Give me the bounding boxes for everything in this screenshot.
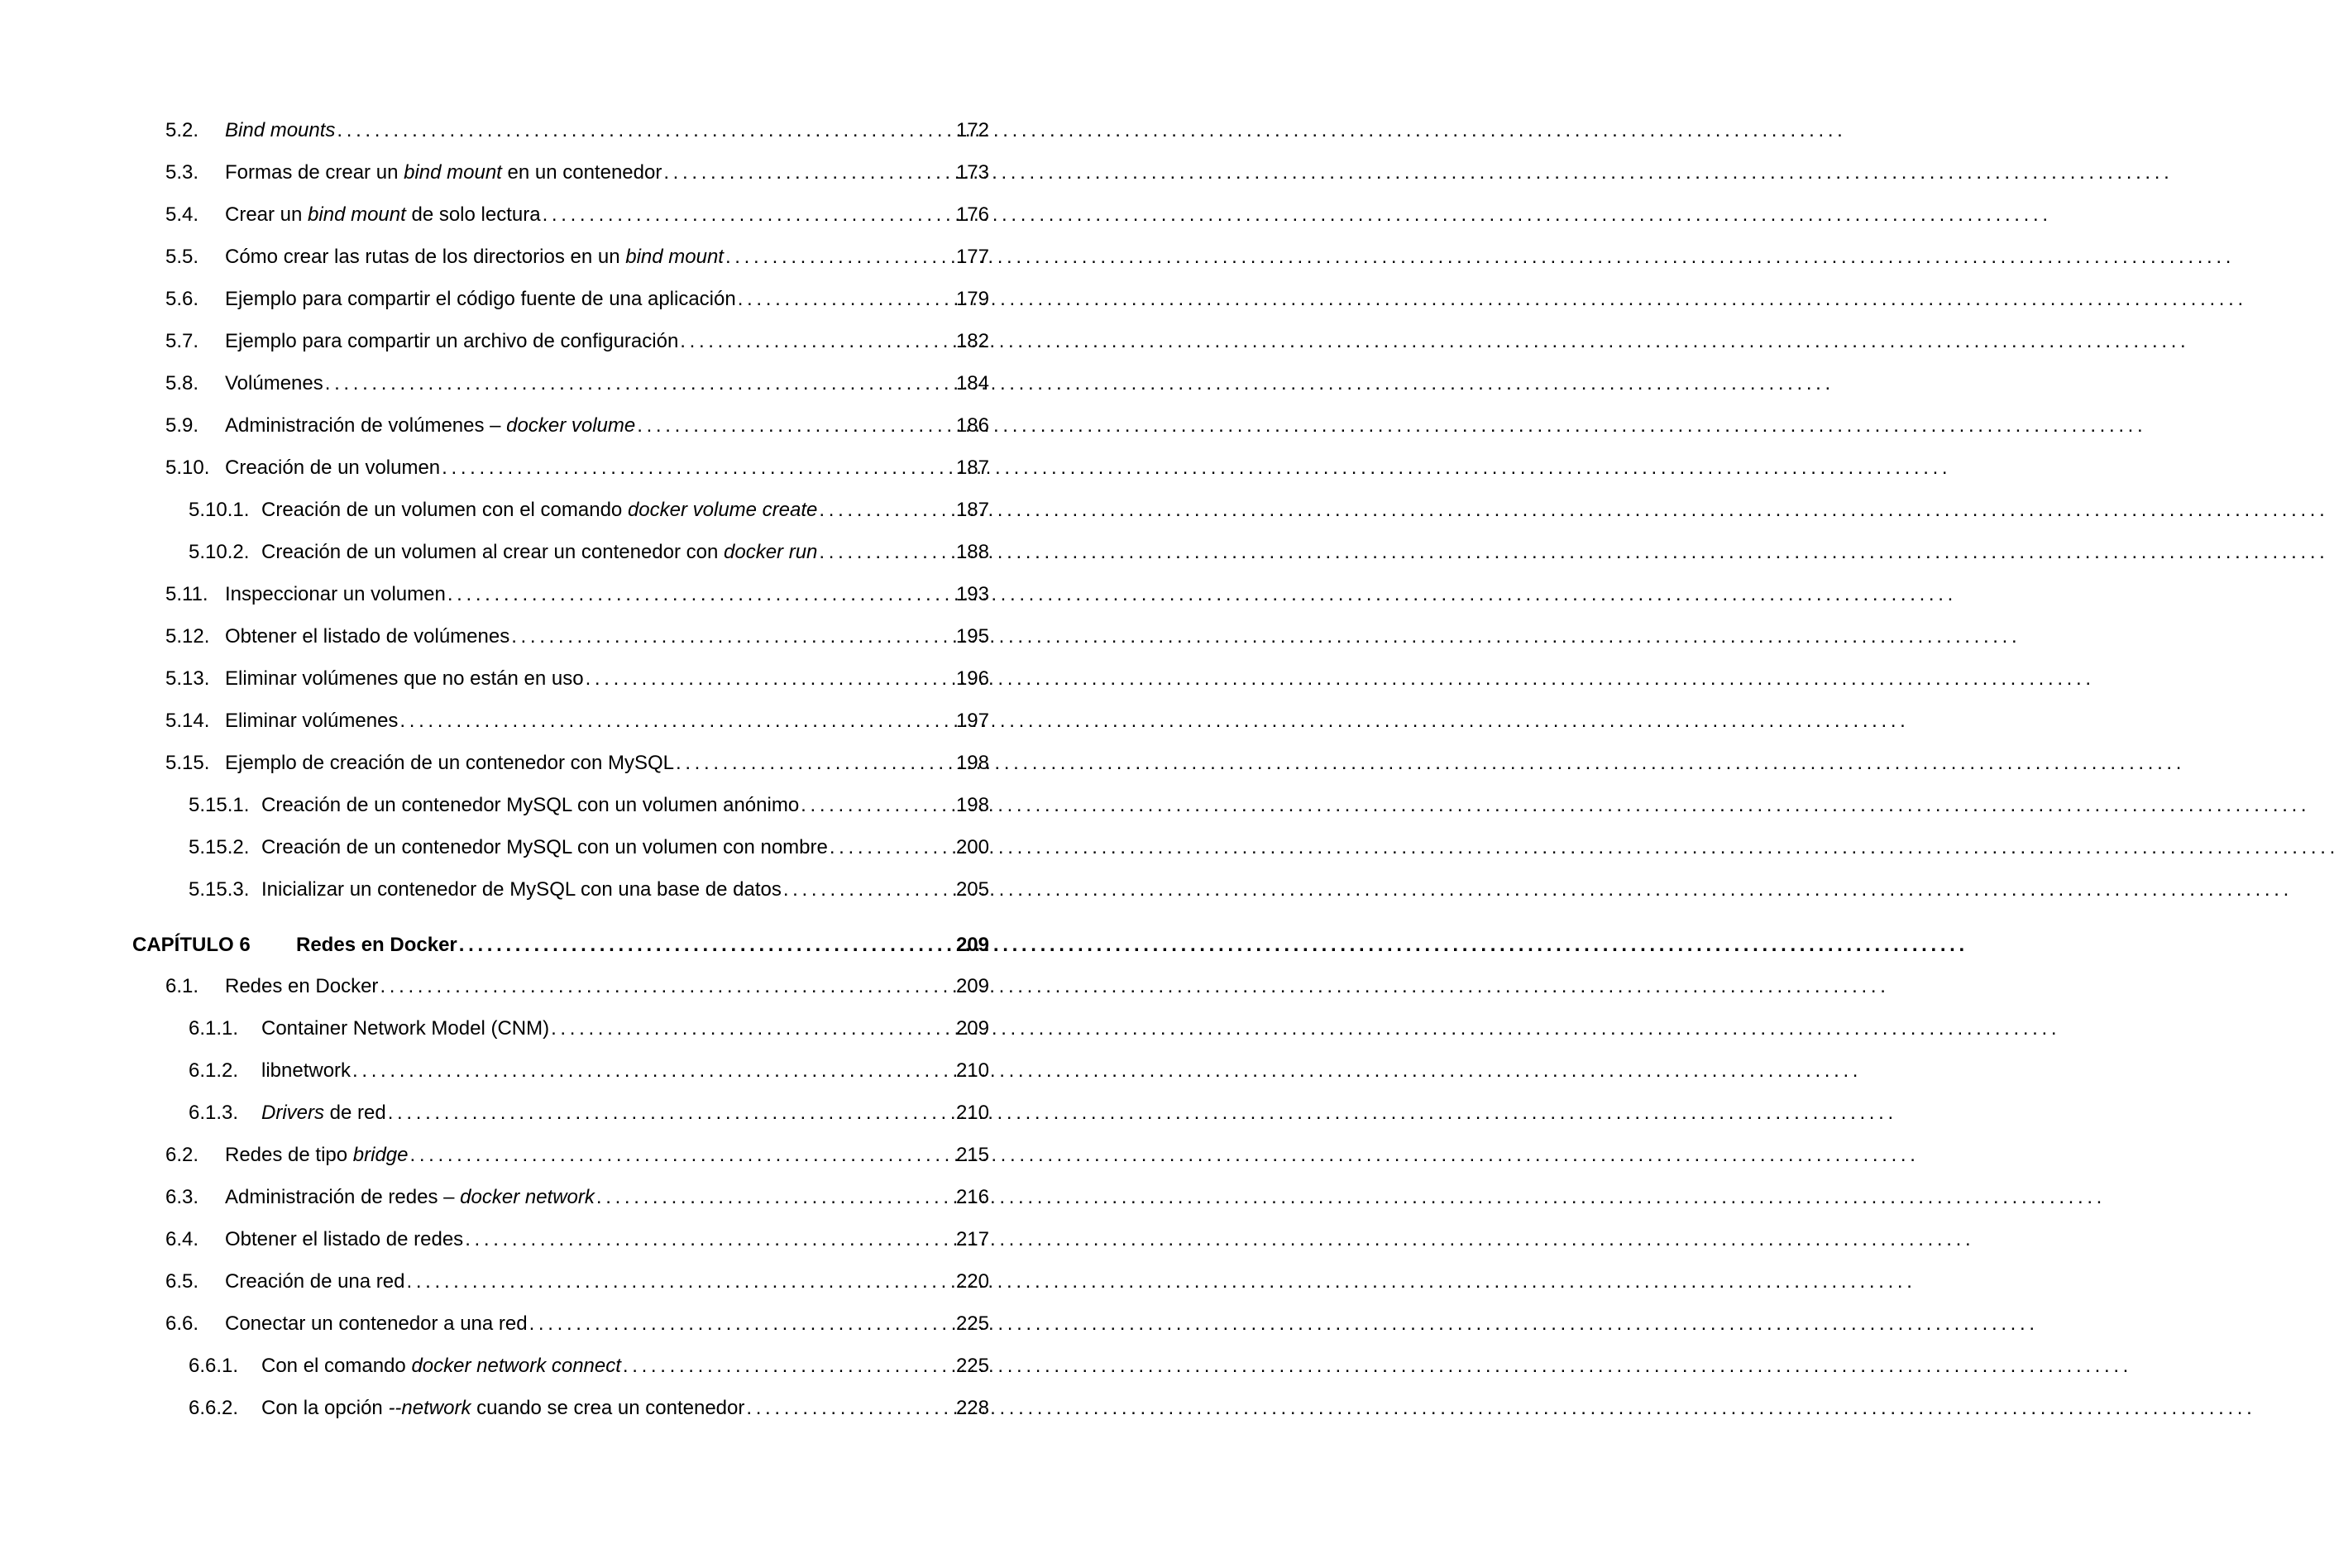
toc-entry-page-number: 220 [955,1270,989,1293]
toc-title-segment: docker volume create [627,499,818,521]
toc-entry [132,1054,989,1088]
toc-page [0,0,1110,1568]
toc-entry [132,1139,989,1172]
toc-entry-number: 6.1.3. [189,1102,239,1124]
toc-entry [132,1012,989,1045]
toc-entry-page-number: 172 [955,119,989,141]
toc-entry-number: 5.6. [165,288,199,310]
toc-entry-number: 6.5. [165,1270,199,1293]
toc-title-segment: Administración de redes – [225,1186,461,1208]
toc-entry-title [225,1307,528,1341]
dot-leader [676,747,954,780]
toc-title-segment: Eliminar volúmenes [225,710,399,732]
toc-entry-page-number: 200 [955,836,989,858]
toc-entry-number: 5.4. [165,203,199,226]
toc-entry-page-number: 210 [955,1102,989,1124]
toc-entry [132,241,989,274]
dot-leader [442,452,954,485]
toc-entry-page-number: 216 [955,1186,989,1208]
toc-entry-page-number: 198 [955,752,989,774]
toc-title-segment: Eliminar volúmenes que no están en uso [225,667,584,690]
toc-entry [132,873,989,906]
toc-title-segment: Obtener el listado de redes [225,1228,464,1250]
toc-entry-title [225,241,724,274]
toc-entry-number: 6.3. [165,1186,199,1208]
toc-entry [132,1350,989,1383]
toc-entry-number: 5.10.1. [189,499,250,521]
toc-entry-page-number: 187 [955,457,989,479]
toc-title-segment: cuando se crea un contenedor [471,1397,745,1419]
toc-entry-title [261,1350,621,1383]
toc-entry-page-number: 188 [955,541,989,563]
toc-entry [132,970,989,1003]
toc-title-segment: Redes de tipo [225,1144,353,1166]
toc-entry-title [225,1181,595,1214]
toc-entry-page-number: 198 [955,794,989,816]
toc-entry-title [225,578,446,611]
toc-entry-page-number: 177 [955,246,989,268]
toc-entry-number: 5.10.2. [189,541,250,563]
toc-title-segment: Obtener el listado de volúmenes [225,625,510,648]
dot-leader [783,873,954,906]
dot-leader [543,198,954,232]
toc-entry-page-number: 186 [955,414,989,437]
toc-title-segment: libnetwork [261,1059,352,1082]
dot-leader [746,1392,954,1425]
toc-entry-title [261,789,799,822]
dot-leader [511,620,954,653]
toc-entry-title [225,747,674,780]
toc-entry-page-number: 176 [955,203,989,226]
dot-leader [680,325,954,358]
toc-entry [132,1307,989,1341]
toc-entry-page-number: 193 [955,583,989,605]
dot-leader [337,114,954,147]
toc-title-segment: Ejemplo de creación de un contenedor con MySQL [225,752,674,774]
toc-entry-title [225,1139,409,1172]
toc-entry-number: 5.8. [165,372,199,394]
toc-entry [132,578,989,611]
toc-entry-page-number: 205 [955,878,989,901]
toc-title-segment: en un contenedor [501,161,662,184]
toc-entry-page-number: 173 [955,161,989,184]
toc-entry-title [296,929,457,962]
dot-leader [623,1350,954,1383]
toc-entry-number: 5.15.3. [189,878,250,901]
dot-leader [801,789,954,822]
toc-entry-title [261,1054,351,1088]
dot-leader [663,156,954,189]
toc-title-segment: Drivers [261,1102,324,1124]
toc-entry [132,705,989,738]
dot-leader [352,1054,954,1088]
toc-entry-title [225,156,662,189]
toc-entry-page-number: 195 [955,625,989,648]
toc-entry-page-number: 215 [955,1144,989,1166]
toc-entry-title [225,452,440,485]
dot-leader [586,662,954,696]
toc-entry [132,409,989,442]
toc-entry-number: 5.11. [165,583,208,605]
toc-entry-page-number: 209 [955,934,989,956]
toc-entry [132,156,989,189]
dot-leader [819,536,954,569]
toc-entry-number: 6.2. [165,1144,199,1166]
toc-entry-page-number: 225 [955,1312,989,1335]
toc-title-segment: bridge [352,1144,409,1166]
dot-leader [447,578,954,611]
dot-leader [459,929,954,962]
toc-title-segment: docker volume [506,414,636,437]
toc-title-segment: Ejemplo para compartir el código fuente de una aplicación [225,288,736,310]
dot-leader [465,1223,954,1256]
toc-title-segment: docker network connect [411,1355,621,1377]
toc-title-segment: docker network [460,1186,595,1208]
toc-title-segment: Inicializar un contenedor de MySQL con una base de datos [261,878,782,901]
toc-entry-number: 5.10. [165,457,210,479]
toc-entry [132,620,989,653]
dot-leader [529,1307,954,1341]
toc-entry [132,789,989,822]
toc-title-segment: Volúmenes [225,372,323,394]
toc-entry-page-number: 225 [955,1355,989,1377]
toc-entry-title [225,662,584,696]
toc-entry-title [261,873,782,906]
toc-entry-title [225,325,678,358]
toc-entry-page-number: 187 [955,499,989,521]
toc-title-segment: Redes en Docker [296,934,457,956]
toc-title-segment: Creación de un contenedor MySQL con un volumen con nombre [261,836,828,858]
toc-entry-page-number: 184 [955,372,989,394]
dot-leader [637,409,954,442]
dot-leader [325,367,954,400]
toc-entry-title [225,1223,463,1256]
toc-entry-page-number: 209 [955,975,989,997]
toc-entry-title [225,1265,404,1298]
toc-entry [132,1392,989,1425]
toc-entry-number: 5.5. [165,246,199,268]
toc-title-segment: bind mount [625,246,724,268]
toc-entry-number: 5.7. [165,330,199,352]
toc-entry-number: 5.9. [165,414,199,437]
dot-leader [380,970,954,1003]
toc-title-segment: de red [324,1102,386,1124]
toc-entry-page-number: 217 [955,1228,989,1250]
toc-entry [132,536,989,569]
toc-entry-title [261,536,817,569]
toc-entry-number: 5.3. [165,161,199,184]
toc-entry-page-number: 209 [955,1017,989,1040]
dot-leader [738,283,954,316]
toc-entry [132,747,989,780]
toc-entry [132,367,989,400]
toc-entry [132,452,989,485]
toc-entry-number: 6.6. [165,1312,199,1335]
toc-entry-title [225,620,509,653]
toc-title-segment: Inspeccionar un volumen [225,583,446,605]
toc-entry-number: 5.14. [165,710,210,732]
toc-entry-title [261,494,817,527]
toc-title-segment: Con el comando [261,1355,412,1377]
toc-entry-title [225,367,323,400]
dot-leader [596,1181,954,1214]
dot-leader [399,705,954,738]
toc-entry-title [225,198,541,232]
toc-title-segment: bind mount [404,161,502,184]
dot-leader [725,241,954,274]
toc-entry-title [225,705,398,738]
toc-title-segment: de solo lectura [405,203,541,226]
toc-entry-page-number: 197 [955,710,989,732]
toc-entry [132,1181,989,1214]
toc-entry [132,1223,989,1256]
dot-leader [819,494,954,527]
toc-entry-number: 5.2. [165,119,199,141]
toc-entry-number: 5.15.2. [189,836,250,858]
toc-entry-title [261,1012,549,1045]
toc-entry-title [225,409,635,442]
dot-leader [388,1097,954,1130]
toc-entry [132,283,989,316]
toc-chapter-entry [132,929,989,962]
toc-entry-title [261,1392,744,1425]
toc-entry-number: 5.15. [165,752,210,774]
toc-title-segment: Conectar un contenedor a una red [225,1312,528,1335]
toc-title-segment: Container Network Model (CNM) [261,1017,550,1040]
toc-entry-number: 5.15.1. [189,794,250,816]
dot-leader [830,831,954,864]
dot-leader [410,1139,954,1172]
toc-entry [132,1265,989,1298]
toc-entry [132,198,989,232]
toc-entry-title [225,970,378,1003]
toc-entry [132,325,989,358]
toc-entry-page-number: 196 [955,667,989,690]
toc-entry [132,831,989,864]
toc-entry [132,494,989,527]
toc-entry-number: 5.12. [165,625,210,648]
toc-entry-number: 5.13. [165,667,210,690]
toc-entry [132,1097,989,1130]
toc-title-segment: Bind mounts [225,119,336,141]
toc-entry-number: 6.6.1. [189,1355,239,1377]
toc-entry [132,662,989,696]
toc-title-segment: Formas de crear un [225,161,404,184]
toc-title-segment: Ejemplo para compartir un archivo de configuración [225,330,679,352]
toc-entry-title [225,283,736,316]
toc-title-segment: docker run [724,541,818,563]
dot-leader [406,1265,954,1298]
toc-entry-number: 6.1. [165,975,199,997]
toc-title-segment: Cómo crear las rutas de los directorios en un [225,246,626,268]
toc-entry [132,114,989,147]
toc-title-segment: Redes en Docker [225,975,379,997]
toc-entry-title [225,114,335,147]
toc-title-segment: Administración de volúmenes – [225,414,507,437]
toc-title-segment: Creación de un volumen [225,457,441,479]
toc-title-segment: Creación de un volumen al crear un contenedor con [261,541,725,563]
dot-leader [551,1012,954,1045]
toc-entry-number: CAPÍTULO 6 [132,934,251,956]
toc-entry-number: 6.1.2. [189,1059,239,1082]
toc-title-segment: Creación de un contenedor MySQL con un volumen anónimo [261,794,800,816]
toc-entry-number: 6.4. [165,1228,199,1250]
toc-entry-title [261,831,828,864]
toc-entry-page-number: 228 [955,1397,989,1419]
toc-title-segment: --network [388,1397,471,1419]
toc-title-segment: Creación de un volumen con el comando [261,499,628,521]
toc-title-segment: bind mount [308,203,406,226]
toc-entry-title [261,1097,386,1130]
toc-title-segment: Crear un [225,203,308,226]
toc-entry-number: 6.1.1. [189,1017,239,1040]
toc-title-segment: Con la opción [261,1397,389,1419]
toc-entry-page-number: 210 [955,1059,989,1082]
toc-title-segment: Creación de una red [225,1270,405,1293]
toc-entry-page-number: 179 [955,288,989,310]
toc-entry-page-number: 182 [955,330,989,352]
toc-entry-number: 6.6.2. [189,1397,239,1419]
